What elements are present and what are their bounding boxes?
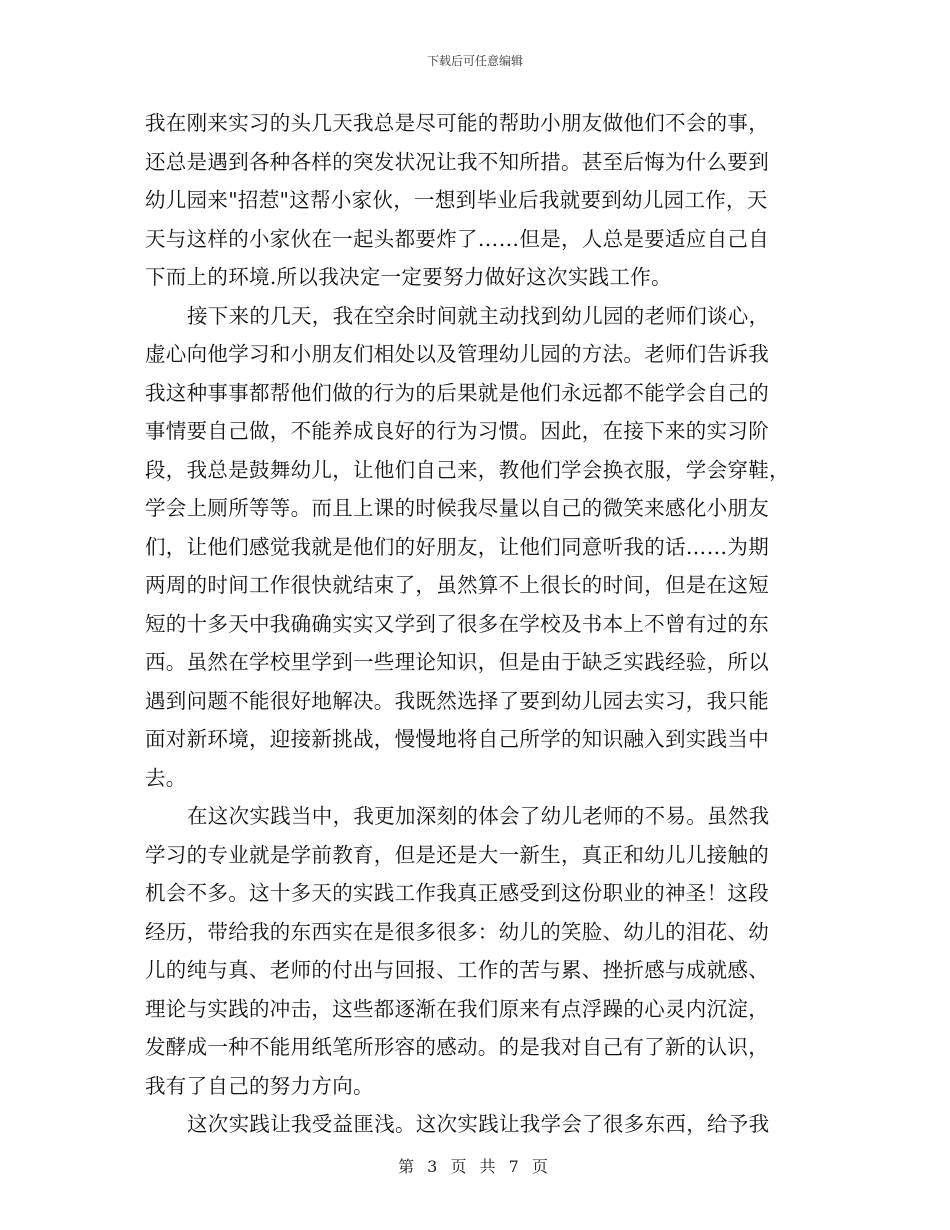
text-line: 儿的纯与真、老师的付出与回报、工作的苦与累、挫折感与成就感、 [145,958,769,982]
paragraph-start-line: 在这次实践当中，我更加深刻的体会了幼儿老师的不易。虽然我 [187,804,770,828]
text-line: 机会不多。这十多天的实践工作我真正感受到这份职业的神圣！这段 [145,881,769,905]
text-line: 面对新环境，迎接新挑战，慢慢地将自己所学的知识融入到实践当中 [145,727,769,751]
text-line: 下而上的环境.所以我决定一定要努力做好这次实践工作。 [145,265,672,289]
text-line: 我这种事事都帮他们做的行为的后果就是他们永远都不能学会自己的 [145,380,769,405]
text-line: 我有了自己的努力方向。 [145,1073,374,1098]
text-line: 天与这样的小家伙在一起头都要炸了……但是，人总是要适应自己自 [145,226,769,251]
text-line: 西。虽然在学校里学到一些理论知识，但是由于缺乏实践经验，所以 [145,650,769,674]
paragraph-start-line: 这次实践让我受益匪浅。这次实践让我学会了很多东西，给予我 [187,1112,770,1136]
document-body [145,104,807,1144]
text-line: 幼儿园来"招惹"这帮小家伙，一想到毕业后我就要到幼儿园工作，天 [145,188,768,212]
text-line: 短的十多天中我确确实实又学到了很多在学校及书本上不曾有过的东 [145,611,769,636]
text-line: 学习的专业就是学前教育，但是还是大一新生，真正和幼儿儿接触的 [145,842,769,867]
text-line: 我在刚来实习的头几天我总是尽可能的帮助小朋友做他们不会的事， [145,111,769,135]
text-line: 发酵成一种不能用纸笔所形容的感动。的是我对自己有了新的认识， [145,1035,769,1059]
text-line: 段，我总是鼓舞幼儿，让他们自己来，教他们学会换衣服，学会穿鞋， [145,457,790,482]
text-line: 遇到问题不能很好地解决。我既然选择了要到幼儿园去实习，我只能 [145,688,769,713]
page-header: 下载后可任意编辑 [426,54,523,68]
text-line: 虚心向他学习和小朋友们相处以及管理幼儿园的方法。老师们告诉我 [145,342,769,366]
text-line: 还总是遇到各种各样的突发状况让我不知所措。甚至后悔为什么要到 [145,149,769,174]
page-footer: 第 3 页 共 7 页 [398,1157,552,1176]
text-line: 去。 [145,765,187,790]
text-line: 两周的时间工作很快就结束了，虽然算不上很长的时间，但是在这短 [145,573,769,597]
text-line: 理论与实践的冲击，这些都逐渐在我们原来有点浮躁的心灵内沉淀， [145,996,769,1021]
paragraph-start-line: 接下来的几天，我在空余时间就主动找到幼儿园的老师们谈心， [187,303,770,328]
text-line: 学会上厕所等等。而且上课的时候我尽量以自己的微笑来感化小朋友 [145,496,769,520]
text-line: 经历，带给我的东西实在是很多很多：幼儿的笑脸、幼儿的泪花、幼 [145,919,769,944]
text-line: 们，让他们感觉我就是他们的好朋友，让他们同意听我的话……为期 [145,534,769,559]
text-line: 事情要自己做，不能养成良好的行为习惯。因此，在接下来的实习阶 [145,419,769,443]
